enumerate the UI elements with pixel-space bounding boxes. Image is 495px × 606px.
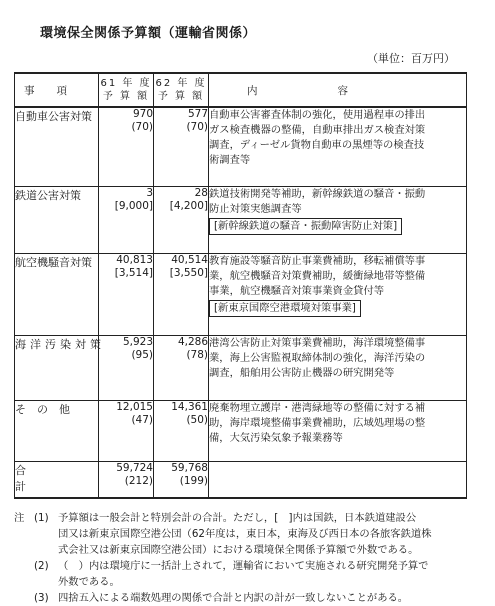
content-line: 事業，航空機騒音対策事業資金貸付等 — [209, 285, 385, 297]
fy62-sub-value: (50) — [186, 414, 208, 426]
fy61-value: 40,813 — [116, 254, 153, 266]
row-item: 自動車公害対策 — [15, 107, 99, 187]
footnote — [14, 510, 484, 558]
header-fy62 — [154, 73, 209, 107]
unit-label: （単位：百万円） — [367, 52, 455, 65]
content-line: ガス検査機器の整備，自動車排出ガス検査対策 — [209, 124, 426, 136]
content-line: 調査，ディーゼル貨物自動車の黒煙等の検査技 — [209, 139, 425, 151]
header-fy61 — [99, 73, 154, 107]
fy61-sub-value: [3,514] — [114, 267, 153, 279]
footnote-text — [58, 590, 408, 606]
header-fy61-line1: 61 年 度 — [100, 78, 152, 89]
row-item: 海洋汚染対策 — [15, 336, 99, 401]
fy61-sub-value: (70) — [131, 121, 153, 133]
content-line: 防止対策実態調査等 — [209, 203, 302, 215]
total-fy61-value: 59,724 — [116, 462, 153, 474]
row-fy61 — [99, 401, 154, 462]
row-content — [209, 336, 467, 401]
fy62-sub-value: (78) — [186, 349, 208, 361]
header-fy62-line2: 予 算 額 — [157, 91, 205, 102]
total-row — [15, 462, 467, 499]
content-line: 備，大気汚染気象予報業務等 — [209, 432, 343, 444]
total-fy62 — [154, 462, 209, 499]
row-content — [209, 254, 467, 336]
fy62-sub-value: [4,200] — [169, 200, 208, 212]
fy62-value: 14,361 — [171, 401, 208, 413]
header-item: 事項 — [15, 73, 99, 107]
fy61-sub-value: [9,000] — [114, 200, 153, 212]
content-line: 調査，船舶用公害防止機器の研究開発等 — [209, 367, 395, 379]
row-fy62 — [154, 107, 209, 187]
total-fy62-value: 59,768 — [171, 462, 208, 474]
row-item: そ の 他 — [15, 401, 99, 462]
off-budget-note: [新幹線鉄道の騒音・振動障害防止対策] — [209, 218, 402, 235]
content-line: 廃棄物埋立護岸・港湾緑地等の整備に対する補 — [209, 402, 426, 414]
row-content — [209, 107, 467, 187]
off-budget-note: [新東京国際空港環境対策事業] — [209, 300, 361, 317]
row-fy61 — [99, 336, 154, 401]
fy61-sub-value: (47) — [131, 414, 153, 426]
row-content — [209, 401, 467, 462]
fy62-value: 40,514 — [171, 254, 208, 266]
footnote — [14, 558, 484, 590]
row-fy62 — [154, 187, 209, 254]
header-content: 内容 — [209, 73, 467, 107]
notes-head: 注 — [14, 512, 25, 524]
total-fy61-sub-value: (212) — [124, 475, 153, 487]
footnotes — [14, 510, 484, 606]
row-item: 鉄道公害対策 — [15, 187, 99, 254]
footnote-line: 予算額は一般会計と特別会計の合計。ただし，[ ]内は国鉄，日本鉄道建設公 — [58, 512, 417, 524]
row-fy61 — [99, 107, 154, 187]
row-content — [209, 187, 467, 254]
row-item: 航空機騒音対策 — [15, 254, 99, 336]
row-fy61 — [99, 187, 154, 254]
row-fy62 — [154, 401, 209, 462]
budget-table — [14, 72, 467, 499]
fy62-sub-value: [3,550] — [169, 267, 208, 279]
total-content-empty — [209, 462, 467, 499]
table-row — [15, 401, 467, 462]
fy62-value: 4,286 — [177, 336, 208, 348]
footnote-line: 式会社又は新東京国際空港公団）における環境保全関係予算額で外数である。 — [58, 544, 419, 556]
fy61-value: 5,923 — [122, 336, 153, 348]
footnote-line: 外数である。 — [58, 576, 120, 588]
content-line: 助，海岸環境整備事業費補助，広域処理場の整 — [209, 417, 426, 429]
fy62-value: 28 — [194, 187, 208, 199]
content-line: 術調査等 — [209, 154, 251, 166]
footnote-line: 四捨五入による端数処理の関係で合計と内訳の計が一致しないことがある。 — [58, 592, 409, 604]
fy61-value: 970 — [132, 108, 153, 120]
fy62-sub-value: (70) — [186, 121, 208, 133]
footnote-number: (1) — [34, 512, 49, 524]
content-line: 業，海上公害監視取締体制の強化，海洋汚染の — [209, 352, 426, 364]
fy62-value: 577 — [187, 108, 208, 120]
row-fy62 — [154, 254, 209, 336]
header-fy61-line2: 予 算 額 — [102, 91, 150, 102]
table-row — [15, 336, 467, 401]
content-line: 業，航空機騒音対策費補助，緩衝緑地帯等整備 — [209, 270, 426, 282]
footnote — [14, 590, 484, 606]
table-row — [15, 187, 467, 254]
footnote-number: (2) — [34, 560, 49, 572]
total-label: 合計 — [15, 462, 99, 499]
footnote-text — [58, 558, 428, 590]
table-row — [15, 254, 467, 336]
row-fy61 — [99, 254, 154, 336]
header-fy62-line1: 62 年 度 — [155, 78, 207, 89]
total-fy62-sub-value: (199) — [179, 475, 208, 487]
fy61-value: 3 — [146, 187, 153, 199]
footnote-text — [58, 510, 432, 558]
content-line: 鉄道技術開発等補助，新幹線鉄道の騒音・振動 — [209, 188, 426, 200]
content-line: 港湾公害防止対策事業費補助，海洋環境整備事 — [209, 337, 426, 349]
total-fy61 — [99, 462, 154, 499]
fy61-value: 12,015 — [116, 401, 153, 413]
footnote-line: （ ）内は環境庁に一括計上されて，運輸省において実施される研究開発予算で — [58, 560, 429, 572]
page-title: 環境保全関係予算額（運輸省関係） — [40, 26, 257, 41]
fy61-sub-value: (95) — [131, 349, 153, 361]
table-row — [15, 107, 467, 187]
content-line: 自動車公害審査体制の強化，使用過程車の排出 — [209, 109, 426, 121]
content-line: 教育施設等騒音防止事業費補助，移転補償等事 — [209, 255, 426, 267]
footnote-number: (3) — [34, 592, 49, 604]
table-header-row — [15, 73, 467, 107]
row-fy62 — [154, 336, 209, 401]
footnote-line: 団又は新東京国際空港公団（62年度は，東日本，東海及び西日本の各旅客鉄道株 — [58, 528, 432, 540]
